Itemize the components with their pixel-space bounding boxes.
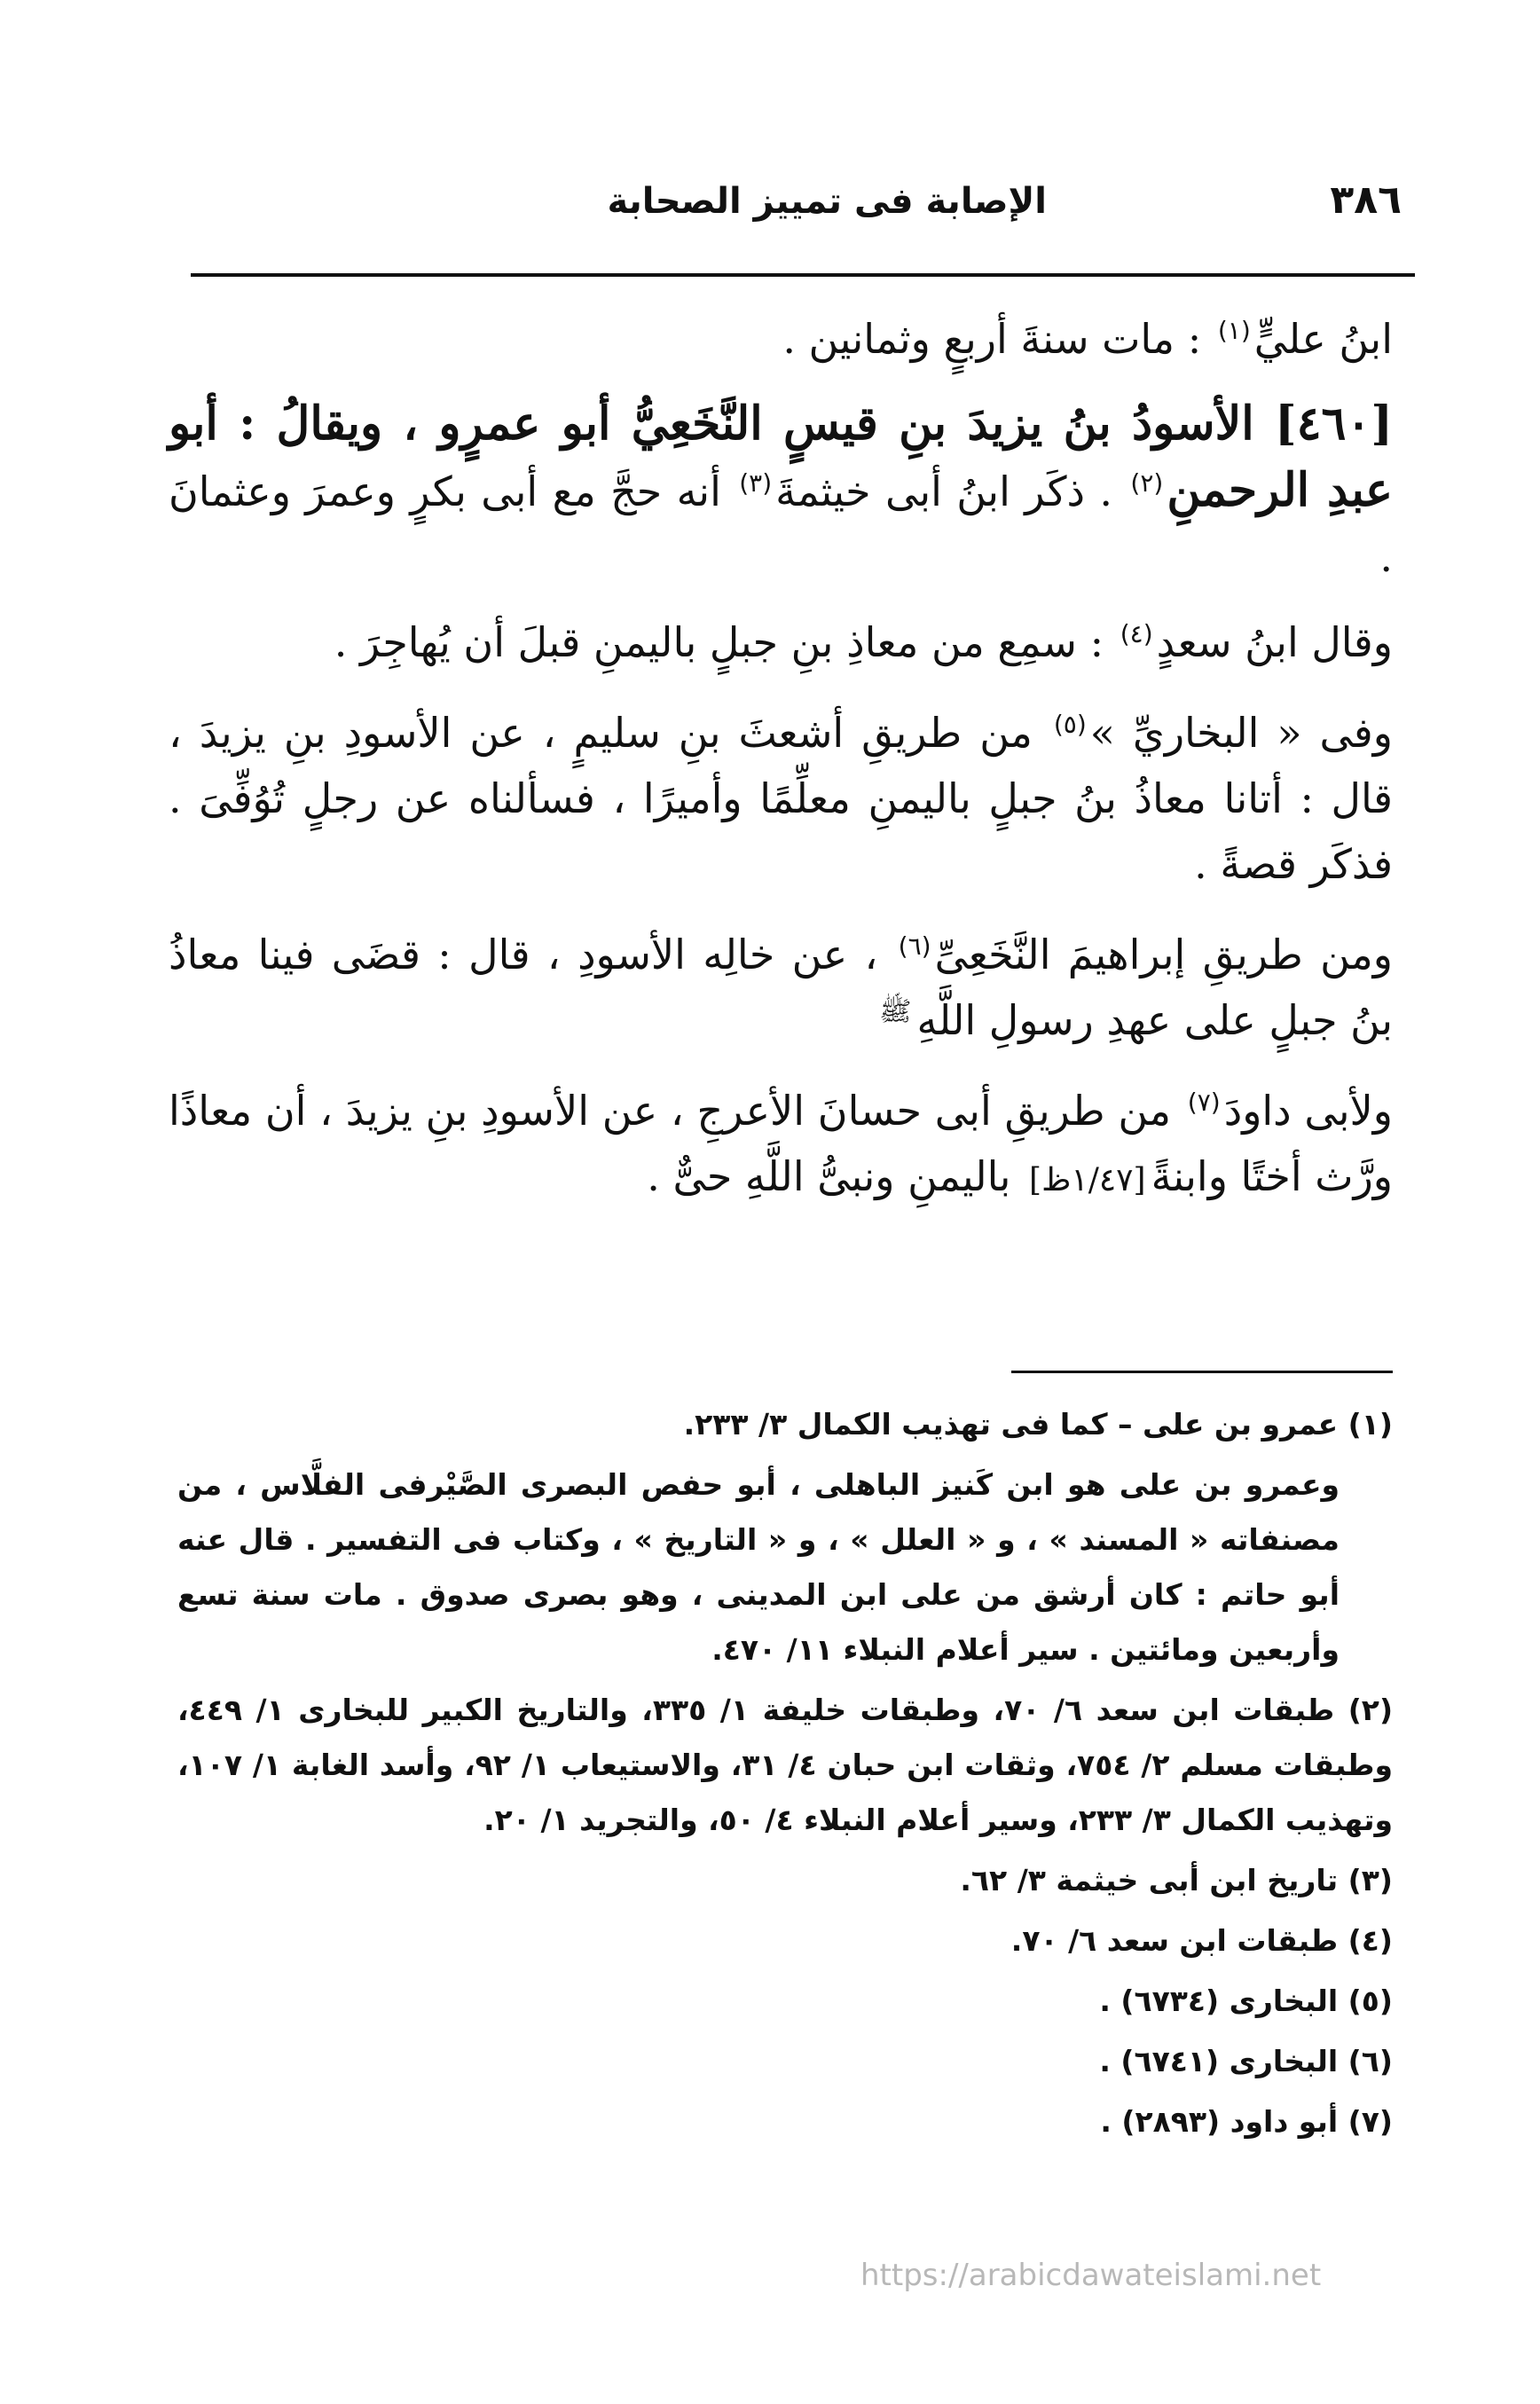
- footnote-1-continuation: وعمرو بن على هو ابن كَنيز الباهلى ، أبو حفص البصرى الصَّيْرفى الفلَّاس ، من مصنفاته « المسند » ، و « العلل » ، و « التاريخ » ، وكتاب فى التفسير . قال عنه أبو حاتم : كان أرشق من على ابن المدينى ، وهو بصرى صدوق . مات سنة تسع وأربعين ومائتين . سير أعلام النبلاء ١١/ ٤٧٠.: [177, 1467, 1340, 1667]
- footnote-ref: (٣): [739, 467, 773, 498]
- footnote-ref: (٦): [898, 931, 931, 961]
- watermark-url: https://arabicdawateislami.net: [860, 2258, 1322, 2293]
- running-title: الإصابة فى تمييز الصحابة: [607, 181, 1047, 222]
- footnote-ref: (٢): [1130, 467, 1164, 498]
- paragraph-4: [169, 700, 1393, 897]
- footnote-6: (٦) البخارى (٦٧٤١) .: [1099, 2044, 1393, 2078]
- page-number: ٣٨٦: [1330, 177, 1402, 223]
- edition-page-mark: [١/٤٧ظ]: [1029, 1162, 1146, 1198]
- text-run: ولأبى داودَ: [1223, 1087, 1393, 1135]
- paragraph-1: [169, 306, 1393, 372]
- footnote-1: (١) عمرو بن على – كما فى تهذيب الكمال ٣/ ٢٣٣.: [683, 1407, 1393, 1442]
- text-run: وفى « البخاريِّ »: [1089, 709, 1393, 757]
- footnotes: [177, 1397, 1393, 2155]
- footnote-ref: (٤): [1120, 618, 1153, 648]
- footnote-5: (٥) البخارى (٦٧٣٤) .: [1099, 1984, 1393, 2018]
- main-text: [169, 306, 1393, 1238]
- header-rule: [191, 273, 1415, 277]
- honorific-symbol: ﷺ: [879, 995, 912, 1027]
- footnote-ref: (٥): [1053, 709, 1087, 739]
- text-run: من طريقِ أشعثَ بنِ سليمٍ ، عن الأسودِ بنِ يزيدَ ، قال : أتانا معاذُ بنُ جبلٍ باليمنِ معلِّمًا وأميرًا ، فسألناه عن رجلٍ تُوُفِّىَ . فذكَر قصةً .: [169, 709, 1393, 888]
- footnote-7: (٧) أبو داود (٢٨٩٣) .: [1100, 2104, 1393, 2139]
- paragraph-5: [169, 922, 1393, 1053]
- footnote-2: (٢) طبقات ابن سعد ٦/ ٧٠، وطبقات خليفة ١/ ٣٣٥، والتاريخ الكبير للبخارى ١/ ٤٤٩، وطبقات مسلم ٢/ ٧٥٤، وثقات ابن حبان ٤/ ٣١، والاستيعاب ١/ ٩٢، وأسد الغابة ١/ ١٠٧، وتهذيب الكمال ٣/ ٢٣٣، وسير أعلام النبلاء ٤/ ٥٠، والتجريد ١/ ٢٠.: [177, 1693, 1394, 1837]
- text-run: أنه حجَّ مع أبى بكرٍ وعمرَ وعثمانَ .: [169, 467, 1393, 581]
- text-run: ، عن خالِه الأسودِ ، قال : قضَى فينا معاذُ بنُ جبلٍ على عهدِ رسولِ اللَّهِ: [169, 931, 1393, 1044]
- text-run: من طريقِ أبى حسانَ الأعرجِ ، عن الأسودِ بنِ يزيدَ ، أن معاذًا ورَّث أختًا وابنةً: [169, 1087, 1393, 1200]
- text-run: باليمنِ ونبىُّ اللَّهِ حىٌّ .: [647, 1152, 1025, 1200]
- text-run: : سمِع من معاذِ بنِ جبلٍ باليمنِ قبلَ أن يُهاجِرَ .: [334, 618, 1117, 666]
- text-run: ومن طريقِ إبراهيمَ النَّخَعِىِّ: [934, 931, 1393, 978]
- text-run: وقال ابنُ سعدٍ: [1156, 618, 1393, 666]
- footnote-3: (٣) تاريخ ابن أبى خيثمة ٣/ ٦٢.: [960, 1863, 1393, 1897]
- text-run: . ذكَر ابنُ أبى خيثمةَ: [775, 467, 1128, 515]
- text-run: : مات سنةَ أربعٍ وثمانين .: [782, 315, 1214, 363]
- footnote-separator: [1011, 1371, 1393, 1373]
- footnote-4: (٤) طبقات ابن سعد ٦/ ٧٠.: [1010, 1923, 1393, 1958]
- entry-paragraph: [169, 391, 1393, 590]
- page-header: [240, 177, 1402, 240]
- entry-heading: [٤٦٠] الأسودُ بنُ يزيدَ بنِ قيسٍ النَّخَعِيُّ أبو عمرٍو ، ويقالُ : أبو عبدِ الرحمنِ: [169, 397, 1393, 517]
- text-run: ابنُ عليٍّ: [1253, 315, 1393, 363]
- footnote-ref: (١): [1217, 315, 1251, 345]
- paragraph-3: [169, 609, 1393, 675]
- paragraph-6: [169, 1078, 1393, 1214]
- footnote-ref: (٧): [1187, 1087, 1221, 1117]
